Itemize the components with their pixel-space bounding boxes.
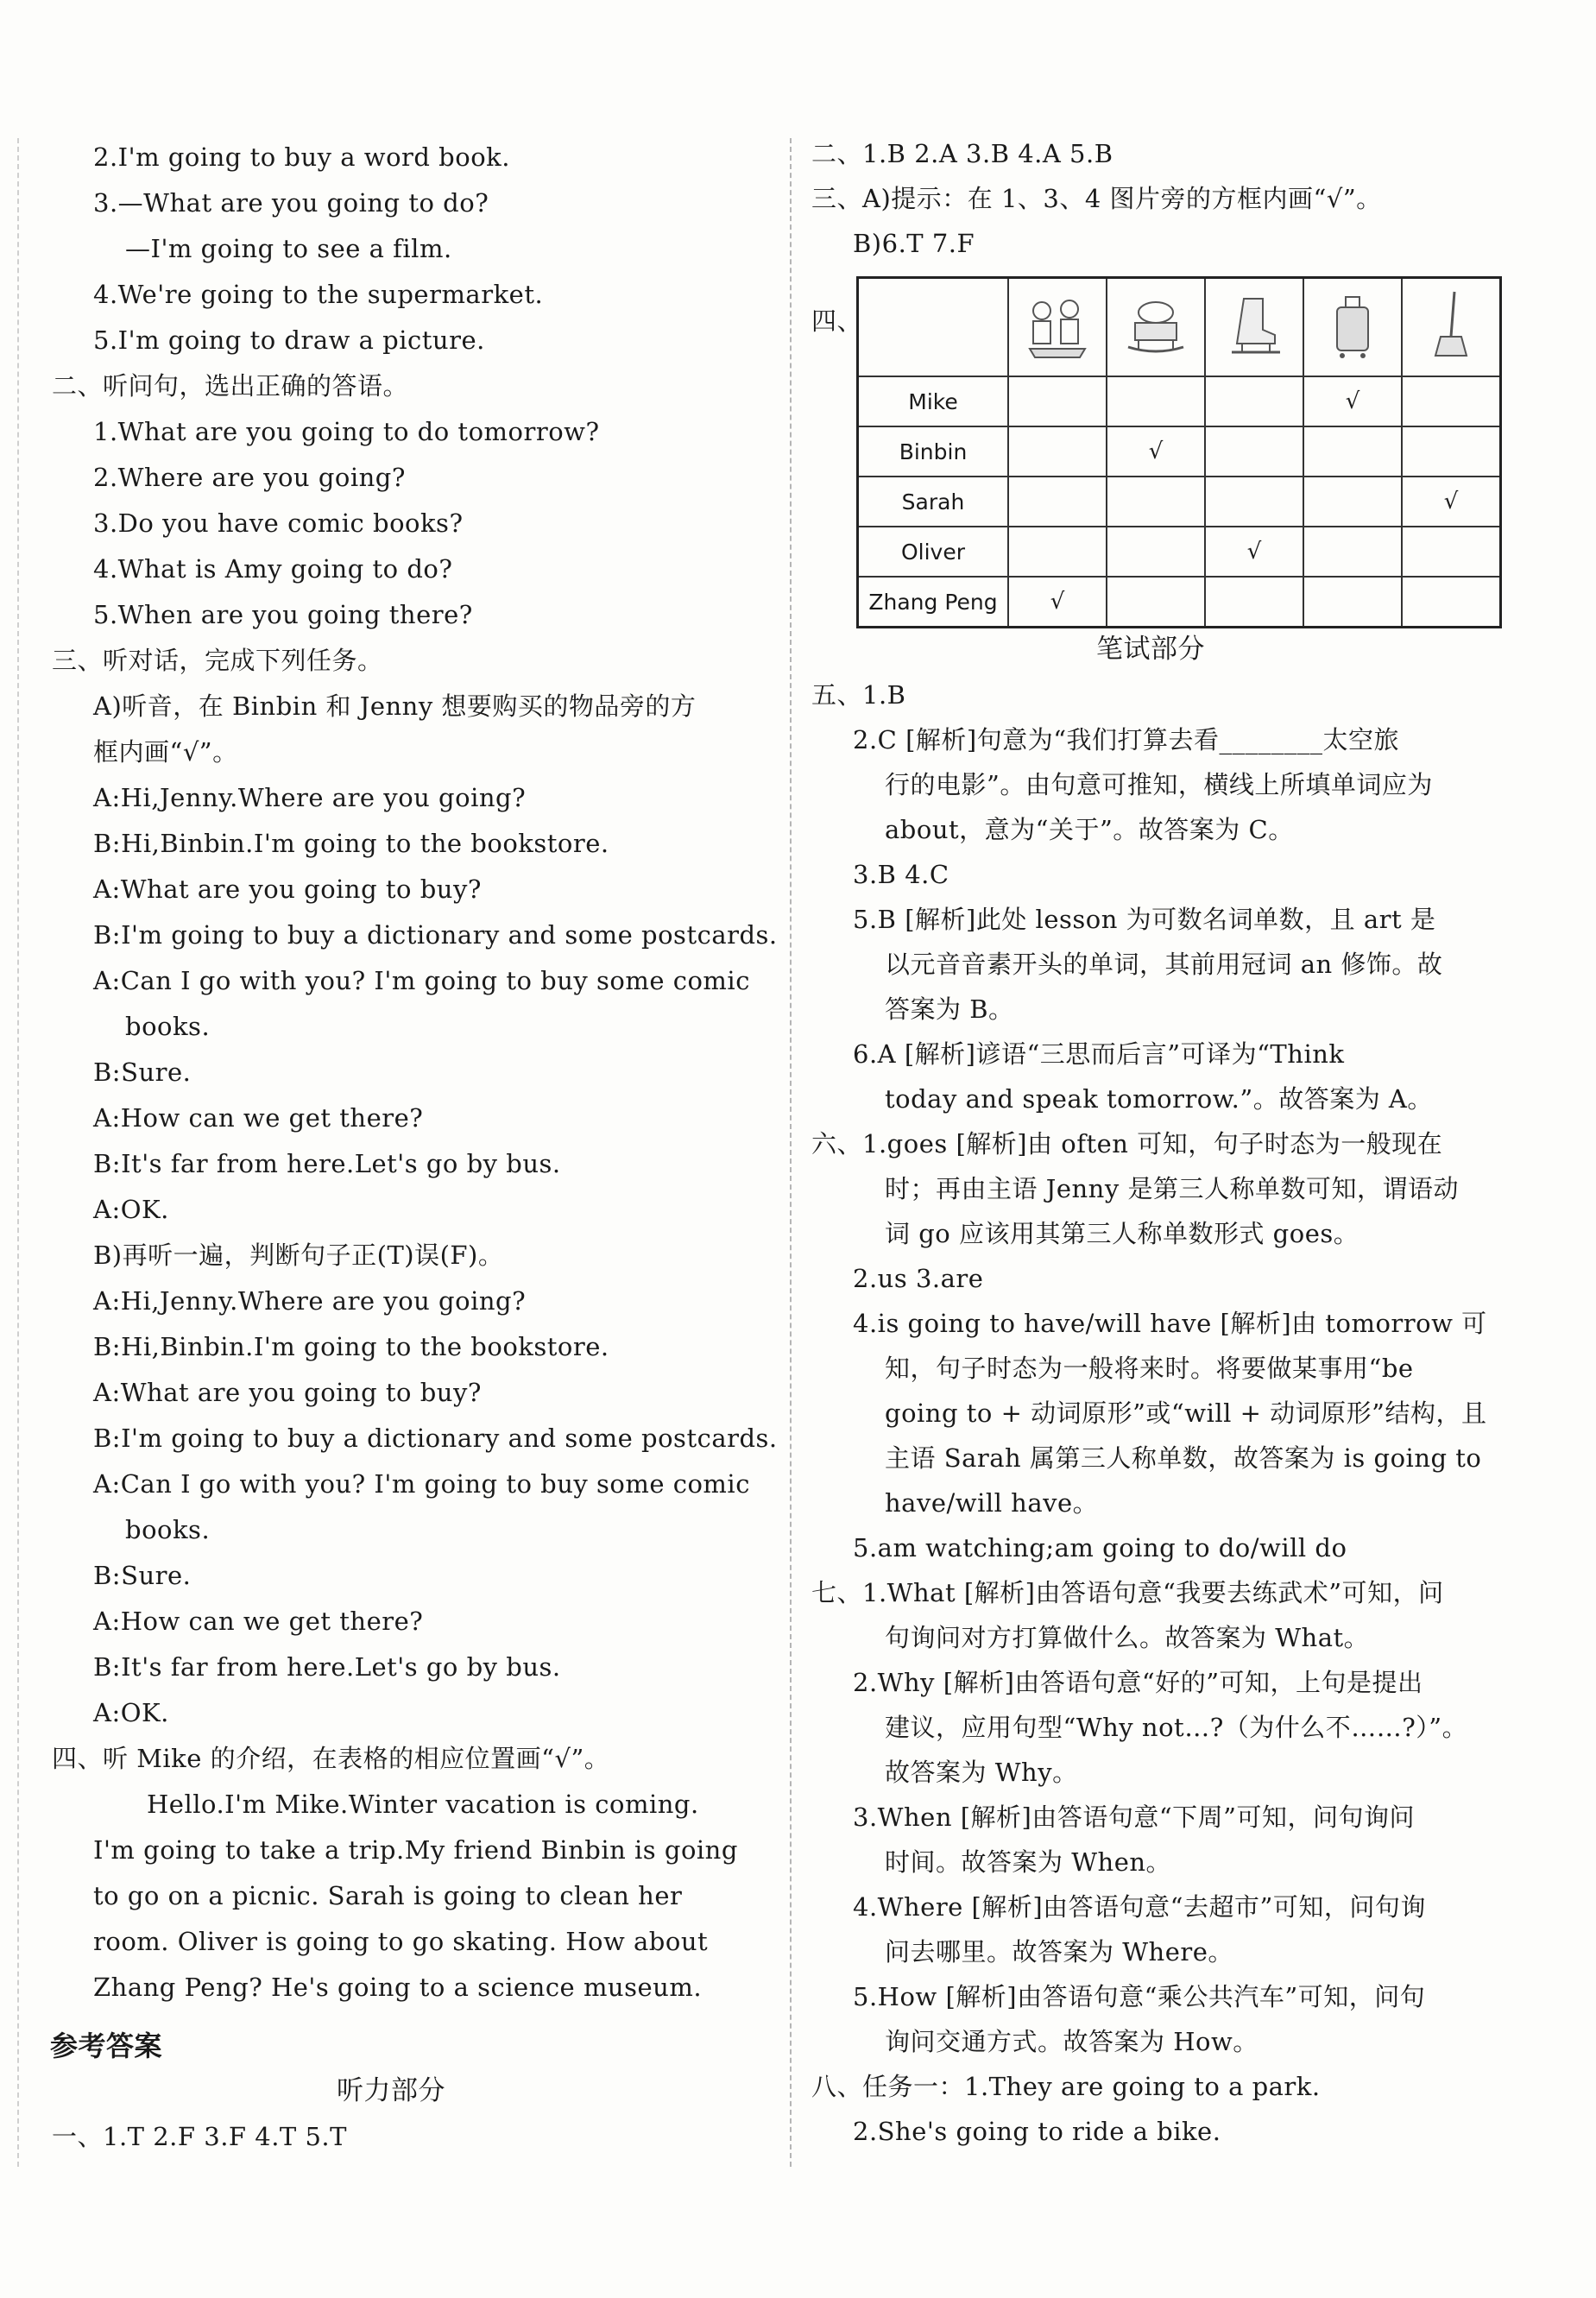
check-mark: √ — [1205, 527, 1303, 577]
answer-line: 七、1.What [解析]由答语句意“我要去练武术”可知，问 — [811, 1578, 1444, 1607]
table-cell — [1303, 426, 1402, 477]
sled-trip-icon — [1121, 287, 1190, 363]
answer-line: 询问交通方式。故答案为 How。 — [885, 2027, 1259, 2056]
check-mark: √ — [1008, 577, 1107, 628]
answer-line: 五、1.B — [811, 680, 906, 710]
row-name: Sarah — [858, 477, 1009, 527]
answer-line: 2.Why [解析]由答语句意“好的”可知，上句是提出 — [853, 1668, 1423, 1697]
left-line: 四、听 Mike 的介绍，在表格的相应位置画“√”。 — [52, 1744, 610, 1773]
table-cell — [1107, 477, 1205, 527]
left-line: B:It's far from here.Let's go by bus. — [93, 1652, 561, 1682]
table-cell — [1303, 477, 1402, 527]
table-row — [858, 577, 1501, 628]
answer-line: 八、任务一：1.They are going to a park. — [811, 2072, 1321, 2101]
answer-line: 主语 Sarah 属第三人称单数，故答案为 is going to — [885, 1443, 1482, 1473]
answer-line: 5.How [解析]由答语句意“乘公共汽车”可知，问句 — [853, 1982, 1426, 2011]
answer-line: 时间。故答案为 When。 — [885, 1847, 1172, 1877]
left-line: A:OK. — [93, 1698, 169, 1727]
table-cell — [1402, 527, 1501, 577]
table-cell — [1107, 527, 1205, 577]
left-line: A:Can I go with you? I'm going to buy some comic — [93, 1469, 750, 1499]
table-cell — [1205, 477, 1303, 527]
left-line: 3.Do you have comic books? — [93, 508, 464, 538]
left-line: 2.Where are you going? — [93, 463, 406, 492]
answer-line: 3.When [解析]由答语句意“下周”可知，问句询问 — [853, 1802, 1415, 1832]
listening-title: 听力部分 — [337, 2075, 445, 2106]
answer-line: about，意为“关于”。故答案为 C。 — [885, 815, 1294, 844]
answer-line: 3.B 4.C — [853, 860, 949, 889]
left-line: A:How can we get there? — [93, 1103, 424, 1133]
broom-picture — [1402, 278, 1501, 377]
answer-line: 时；再由主语 Jenny 是第三人称单数可知，谓语动 — [885, 1174, 1459, 1203]
answer-line: 词 go 应该用其第三人称单数形式 goes。 — [885, 1219, 1359, 1248]
left-line: B:It's far from here.Let's go by bus. — [93, 1149, 561, 1178]
answer-line: 问去哪里。故答案为 Where。 — [885, 1937, 1233, 1967]
left-line: B:Sure. — [93, 1057, 192, 1087]
left-line: 3.—What are you going to do? — [93, 188, 489, 218]
left-line: A:What are you going to buy? — [93, 874, 482, 904]
left-line: B:Sure. — [93, 1561, 192, 1590]
answer-line: 六、1.goes [解析]由 often 可知，句子时态为一般现在 — [811, 1129, 1443, 1158]
table-cell — [1008, 426, 1107, 477]
left-line: B:I'm going to buy a dictionary and some postcards. — [93, 920, 778, 950]
answers-title: 参考答案 — [50, 2030, 163, 2062]
left-line: A)听音，在 Binbin 和 Jenny 想要购买的物品旁的方 — [93, 691, 697, 721]
row-name: Mike — [858, 376, 1009, 426]
answer-line: 6.A [解析]谚语“三思而后言”可译为“Think — [853, 1039, 1345, 1069]
answer-line: 行的电影”。由句意可推知，横线上所填单词应为 — [885, 770, 1433, 799]
activity-table — [856, 276, 1502, 628]
left-line: —I'm going to see a film. — [125, 234, 452, 263]
listening-answers-1: 一、1.T 2.F 3.F 4.T 5.T — [52, 2122, 347, 2151]
table-cell — [1402, 577, 1501, 628]
check-mark: √ — [1303, 376, 1402, 426]
answer-line: 答案为 B。 — [885, 994, 1014, 1024]
left-line: 三、听对话，完成下列任务。 — [52, 646, 383, 675]
row-name: Binbin — [858, 426, 1009, 477]
table-cell — [1008, 527, 1107, 577]
left-line: to go on a picnic. Sarah is going to clean her — [93, 1881, 683, 1910]
answer-line: 5.B [解析]此处 lesson 为可数名词单数，且 art 是 — [853, 905, 1436, 934]
row-name: Oliver — [858, 527, 1009, 577]
left-line: I'm going to take a trip.My friend Binbin is going — [93, 1835, 738, 1865]
left-line: B)再听一遍，判断句子正(T)误(F)。 — [93, 1241, 504, 1270]
left-line: B:Hi,Binbin.I'm going to the bookstore. — [93, 829, 609, 858]
ice-skate-icon — [1220, 287, 1289, 363]
left-line: 二、听问句，选出正确的答语。 — [52, 371, 409, 401]
row-name: Zhang Peng — [858, 577, 1009, 628]
table-cell — [1107, 376, 1205, 426]
left-line: 框内画“√”。 — [93, 737, 238, 767]
suitcase-icon — [1318, 287, 1387, 363]
table-header-row — [858, 278, 1501, 377]
table-row — [858, 376, 1501, 426]
margin-rule — [17, 138, 19, 2167]
table-corner — [858, 278, 1009, 377]
table-row — [858, 527, 1501, 577]
answer-line: B)6.T 7.F — [853, 229, 975, 258]
broom-icon — [1416, 287, 1486, 363]
column-divider — [790, 138, 792, 2167]
table-cell — [1205, 577, 1303, 628]
answer-line: 故答案为 Why。 — [885, 1758, 1078, 1787]
left-line: 2.I'm going to buy a word book. — [93, 142, 510, 172]
left-line: A:Can I go with you? I'm going to buy some comic — [93, 966, 750, 995]
table-cell — [1205, 376, 1303, 426]
picnic-picture — [1008, 278, 1107, 377]
left-line: A:OK. — [93, 1195, 169, 1224]
table-cell — [1107, 577, 1205, 628]
left-line: 1.What are you going to do tomorrow? — [93, 417, 600, 446]
left-line: books. — [125, 1515, 211, 1544]
table-row — [858, 477, 1501, 527]
answer-line: have/will have。 — [885, 1488, 1099, 1518]
answer-line: 知，句子时态为一般将来时。将要做某事用“be — [885, 1354, 1414, 1383]
table-cell — [1008, 376, 1107, 426]
skating-picture — [1205, 278, 1303, 377]
answer-line: 句询问对方打算做什么。故答案为 What。 — [885, 1623, 1370, 1652]
table-cell — [1402, 376, 1501, 426]
answer-line: 以元音音素开头的单词，其前用冠词 an 修饰。故 — [885, 950, 1443, 979]
answer-line: 4.is going to have/will have [解析]由 tomorrow 可 — [853, 1309, 1487, 1338]
table-cell — [1402, 426, 1501, 477]
answer-line: 建议，应用句型“Why not…?（为什么不……?）”。 — [885, 1713, 1468, 1742]
left-line: A:What are you going to buy? — [93, 1378, 482, 1407]
table-cell — [1008, 477, 1107, 527]
answer-line: going to + 动词原形”或“will + 动词原形”结构，且 — [885, 1398, 1487, 1428]
left-line: 4.We're going to the supermarket. — [93, 280, 544, 309]
left-line: B:Hi,Binbin.I'm going to the bookstore. — [93, 1332, 609, 1361]
left-line: Hello.I'm Mike.Winter vacation is coming. — [147, 1790, 699, 1819]
table-label: 四、 — [811, 306, 863, 336]
picnic-icon — [1023, 287, 1092, 363]
answer-line: 4.Where [解析]由答语句意“去超市”可知，问句询 — [853, 1892, 1426, 1922]
table-cell — [1303, 577, 1402, 628]
table-cell — [1205, 426, 1303, 477]
answer-line: 5.am watching;am going to do/will do — [853, 1533, 1347, 1563]
suitcase-picture — [1303, 278, 1402, 377]
left-line: 4.What is Amy going to do? — [93, 554, 453, 584]
check-mark: √ — [1402, 477, 1501, 527]
answer-line: 2.C [解析]句意为“我们打算去看________太空旅 — [853, 725, 1400, 754]
table-row — [858, 426, 1501, 477]
answer-line: 2.us 3.are — [853, 1264, 984, 1293]
left-line: B:I'm going to buy a dictionary and some postcards. — [93, 1424, 778, 1453]
left-line: books. — [125, 1012, 211, 1041]
left-line: 5.I'm going to draw a picture. — [93, 325, 485, 355]
left-line: 5.When are you going there? — [93, 600, 473, 629]
answer-line: today and speak tomorrow.”。故答案为 A。 — [885, 1084, 1433, 1114]
answer-line: 二、1.B 2.A 3.B 4.A 5.B — [811, 139, 1113, 168]
trip-picture — [1107, 278, 1205, 377]
answer-line: 三、A)提示：在 1、3、4 图片旁的方框内画“√”。 — [811, 184, 1382, 213]
left-line: A:How can we get there? — [93, 1607, 424, 1636]
left-line: A:Hi,Jenny.Where are you going? — [93, 783, 527, 812]
left-line: Zhang Peng? He's going to a science museum. — [93, 1973, 703, 2002]
left-line: room. Oliver is going to go skating. How about — [93, 1927, 709, 1956]
check-mark: √ — [1107, 426, 1205, 477]
written-title: 笔试部分 — [1096, 634, 1205, 665]
table-cell — [1303, 527, 1402, 577]
answer-line: 2.She's going to ride a bike. — [853, 2117, 1221, 2146]
left-line: A:Hi,Jenny.Where are you going? — [93, 1286, 527, 1316]
